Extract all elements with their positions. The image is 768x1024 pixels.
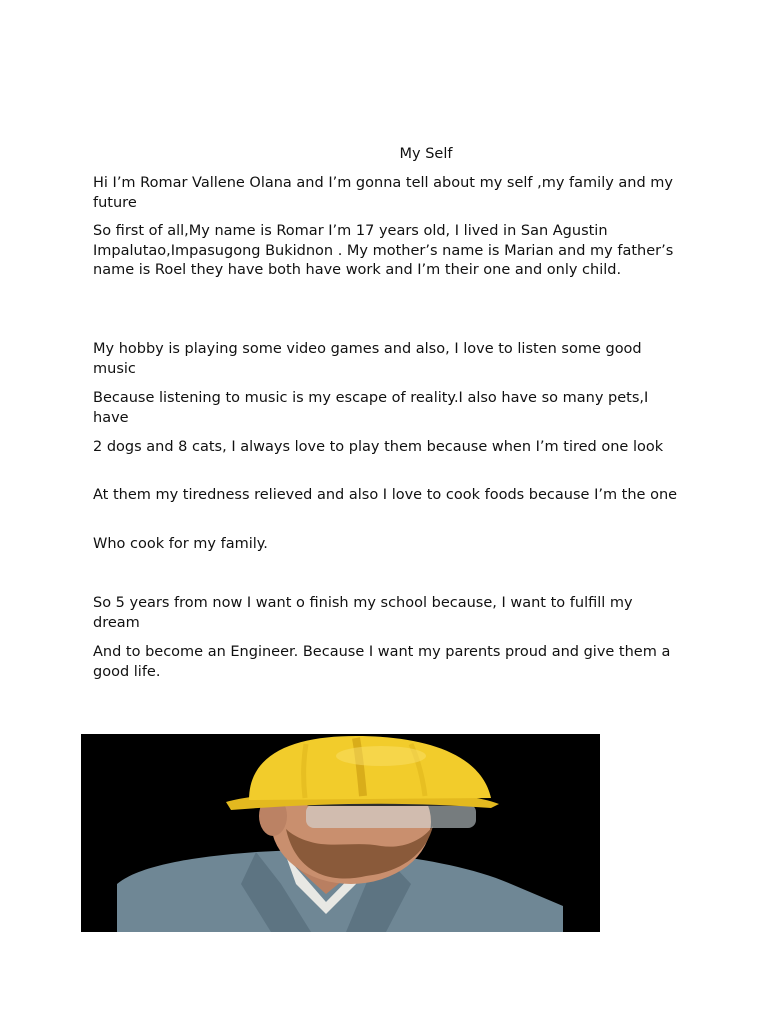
paragraph-engineer: And to become an Engineer. Because I want my parents proud and give them a good life. <box>93 644 671 680</box>
paragraph-cooking: At them my tiredness relieved and also I love to cook foods because I’m the one <box>93 487 678 503</box>
paragraph-cook-family: Who cook for my family. <box>93 536 268 552</box>
engineer-illustration <box>81 734 600 932</box>
paragraph-intro: Hi I’m Romar Vallene Olana and I’m gonna tell about my self ,my family and my future <box>93 175 674 211</box>
paragraph-future: So 5 years from now I want o finish my school because, I want to fulfill my dream <box>93 595 633 631</box>
paragraph-music: Because listening to music is my escape of reality.I also have so many pets,I have <box>93 390 649 426</box>
paragraph-family: So first of all,My name is Romar I’m 17 years old, I lived in San Agustin Impalutao,Impasugong Bukidnon . My mother’s name is Marian and my father’s name is Roel they have both have work and I’m their one and only child. <box>93 223 674 279</box>
paragraph-pets: 2 dogs and 8 cats, I always love to play them because when I’m tired one look <box>93 439 664 455</box>
engineer-photo <box>81 734 600 932</box>
paragraph-hobby: My hobby is playing some video games and also, I love to listen some good music <box>93 341 642 377</box>
document-title: My Self <box>399 146 453 162</box>
